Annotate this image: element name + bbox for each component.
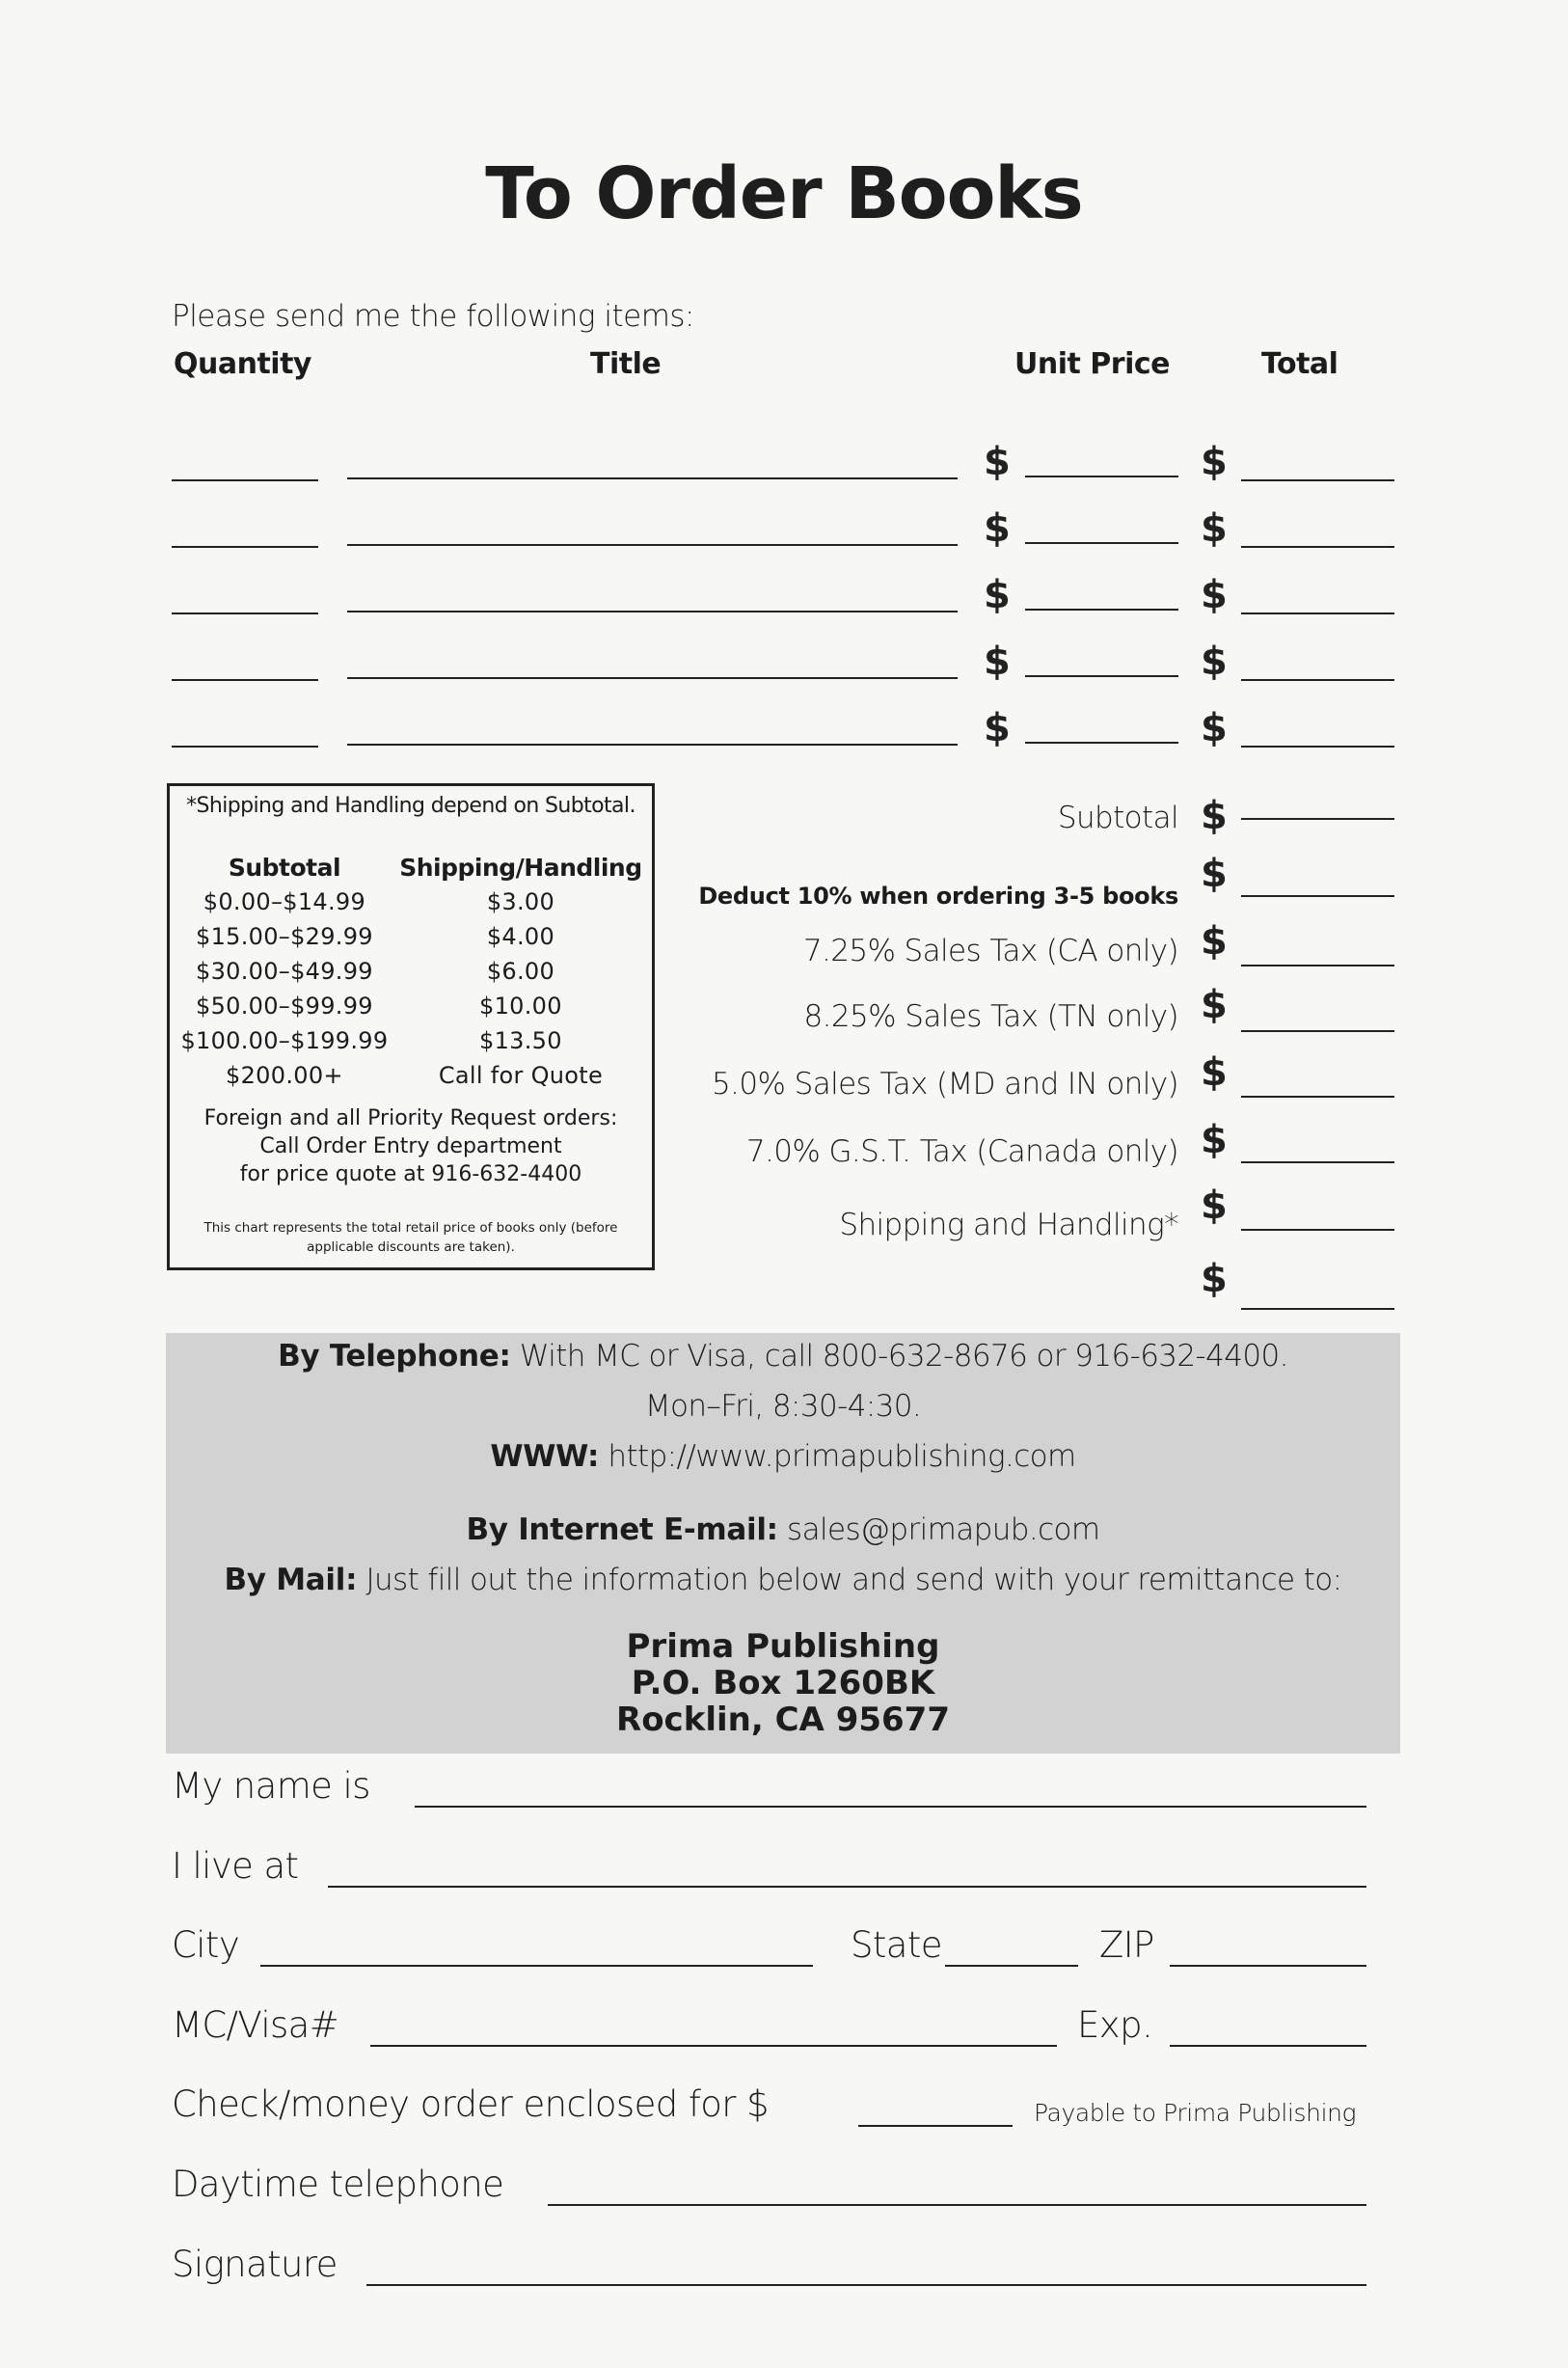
title-field[interactable] xyxy=(347,744,958,746)
card-number-field[interactable] xyxy=(370,2045,1057,2047)
shipping-cost: Call for Quote xyxy=(438,1062,604,1089)
dollar-sign-icon: $ xyxy=(984,573,1011,617)
shipping-cost: $3.00 xyxy=(486,888,555,915)
shipping-row xyxy=(176,1023,648,1058)
shipping-note: *Shipping and Handling depend on Subtotal. xyxy=(186,794,635,818)
shipping-subtotal-range: $50.00–$99.99 xyxy=(196,993,373,1020)
column-header-total: Total xyxy=(1261,347,1338,381)
summary-label: 8.25% Sales Tax (TN only) xyxy=(803,999,1178,1034)
signature-label: Signature xyxy=(172,2244,338,2285)
expiry-label: Exp. xyxy=(1077,2004,1153,2046)
payable-note: Payable to Prima Publishing xyxy=(1034,2099,1357,2127)
summary-amount-field[interactable] xyxy=(1241,1229,1394,1231)
unit-price-field[interactable] xyxy=(1025,609,1178,611)
shipping-cost: $4.00 xyxy=(486,923,555,950)
foreign-line: for price quote at 916-632-4400 xyxy=(239,1162,582,1186)
name-label: My name is xyxy=(172,1765,370,1807)
summary-amount-field[interactable] xyxy=(1241,1161,1394,1163)
address-block xyxy=(166,1628,1400,1738)
shipping-rates-box xyxy=(167,783,655,1270)
unit-price-field[interactable] xyxy=(1025,542,1178,544)
shipping-row xyxy=(176,989,648,1023)
shipping-subtotal-range: $0.00–$14.99 xyxy=(203,888,366,915)
city-field[interactable] xyxy=(260,1965,813,1967)
name-field[interactable] xyxy=(415,1806,1366,1808)
dollar-sign-icon: $ xyxy=(1201,506,1228,551)
summary-label: Subtotal xyxy=(1057,801,1178,835)
dollar-sign-icon: $ xyxy=(1201,794,1228,838)
state-label: State xyxy=(851,1924,942,1966)
hours-text: Mon–Fri, 8:30-4:30. xyxy=(644,1389,922,1424)
www-label: WWW: xyxy=(490,1439,600,1474)
shipping-subtotal-range: $30.00–$49.99 xyxy=(196,958,373,985)
foreign-line: Foreign and all Priority Request orders: xyxy=(203,1106,618,1130)
total-field[interactable] xyxy=(1241,546,1394,548)
email-link[interactable]: sales@primapub.com xyxy=(787,1512,1100,1547)
check-amount-label: Check/money order enclosed for $ xyxy=(172,2083,769,2125)
shipping-subtotal-range: $100.00–$199.99 xyxy=(180,1027,389,1054)
summary-label: Shipping and Handling* xyxy=(839,1208,1178,1242)
state-field[interactable] xyxy=(945,1965,1078,1967)
dollar-sign-icon: $ xyxy=(1201,1184,1228,1228)
shipping-subtotal-range: $15.00–$29.99 xyxy=(196,923,373,950)
foreign-orders-note xyxy=(170,1104,652,1188)
title-field[interactable] xyxy=(347,544,958,546)
unit-price-field[interactable] xyxy=(1025,476,1178,477)
summary-amount-field[interactable] xyxy=(1241,1030,1394,1032)
shipping-header-subtotal: Subtotal xyxy=(228,854,341,882)
total-field[interactable] xyxy=(1241,612,1394,614)
dollar-sign-icon: $ xyxy=(984,506,1011,551)
email-line xyxy=(166,1512,1400,1547)
foreign-line: Call Order Entry department xyxy=(259,1134,562,1158)
shipping-cost: $13.50 xyxy=(479,1027,562,1054)
phone-label: Daytime telephone xyxy=(172,2164,504,2205)
dollar-sign-icon: $ xyxy=(1201,1050,1228,1095)
summary-amount-field[interactable] xyxy=(1241,965,1394,966)
total-field[interactable] xyxy=(1241,679,1394,681)
address-line: Prima Publishing xyxy=(626,1627,940,1666)
shipping-subtotal-range: $200.00+ xyxy=(226,1062,343,1089)
column-header-quantity: Quantity xyxy=(174,347,311,381)
title-field[interactable] xyxy=(347,477,958,479)
dollar-sign-icon: $ xyxy=(984,640,1011,684)
address-field[interactable] xyxy=(328,1886,1366,1888)
dollar-sign-icon: $ xyxy=(1201,573,1228,617)
page-title: To Order Books xyxy=(485,152,1083,235)
telephone-label: By Telephone: xyxy=(278,1339,511,1374)
unit-price-field[interactable] xyxy=(1025,675,1178,677)
dollar-sign-icon: $ xyxy=(984,706,1011,750)
zip-label: ZIP xyxy=(1099,1924,1154,1966)
total-field[interactable] xyxy=(1241,479,1394,481)
shipping-row xyxy=(176,885,648,919)
mail-label: By Mail: xyxy=(224,1563,358,1597)
column-header-unit-price: Unit Price xyxy=(1014,347,1170,381)
unit-price-field[interactable] xyxy=(1025,742,1178,744)
dollar-sign-icon: $ xyxy=(1201,440,1228,484)
dollar-sign-icon: $ xyxy=(1201,983,1228,1027)
summary-label: Deduct 10% when ordering 3-5 books xyxy=(698,883,1178,910)
dollar-sign-icon: $ xyxy=(1201,1257,1228,1301)
zip-field[interactable] xyxy=(1170,1965,1366,1967)
summary-amount-field[interactable] xyxy=(1241,818,1394,820)
address-line: Rocklin, CA 95677 xyxy=(616,1701,950,1739)
summary-amount-field[interactable] xyxy=(1241,1308,1394,1310)
signature-field[interactable] xyxy=(366,2284,1366,2286)
phone-field[interactable] xyxy=(548,2204,1366,2206)
summary-amount-field[interactable] xyxy=(1241,895,1394,897)
dollar-sign-icon: $ xyxy=(1201,706,1228,750)
intro-text: Please send me the following items: xyxy=(172,299,694,334)
address-line: P.O. Box 1260BK xyxy=(631,1664,935,1702)
shipping-cost: $6.00 xyxy=(486,958,555,985)
title-field[interactable] xyxy=(347,677,958,679)
www-line xyxy=(166,1439,1400,1474)
shipping-disclaimer: This chart represents the total retail price of books only (before applicable discounts are taken). xyxy=(203,1220,618,1255)
check-amount-field[interactable] xyxy=(858,2125,1013,2127)
mail-text: Just fill out the information below and send with your remittance to: xyxy=(365,1563,1342,1597)
www-link[interactable]: http://www.primapublishing.com xyxy=(608,1439,1076,1474)
shipping-rates-table xyxy=(176,852,648,1093)
total-field[interactable] xyxy=(1241,746,1394,748)
summary-label: 5.0% Sales Tax (MD and IN only) xyxy=(712,1067,1178,1102)
telephone-text: With MC or Visa, call 800-632-8676 or 916-632-4400. xyxy=(519,1339,1288,1374)
quantity-field[interactable] xyxy=(172,746,318,748)
shipping-cost: $10.00 xyxy=(479,993,562,1020)
shipping-header-handling: Shipping/Handling xyxy=(399,854,642,882)
dollar-sign-icon: $ xyxy=(1201,1118,1228,1162)
quantity-field[interactable] xyxy=(172,612,318,614)
dollar-sign-icon: $ xyxy=(1201,640,1228,684)
quantity-field[interactable] xyxy=(172,679,318,681)
telephone-line xyxy=(166,1339,1400,1374)
address-label: I live at xyxy=(172,1845,299,1887)
email-label: By Internet E-mail: xyxy=(466,1512,778,1547)
summary-label: 7.25% Sales Tax (CA only) xyxy=(802,934,1178,968)
quantity-field[interactable] xyxy=(172,479,318,481)
quantity-field[interactable] xyxy=(172,546,318,548)
title-field[interactable] xyxy=(347,611,958,612)
expiry-field[interactable] xyxy=(1170,2045,1366,2047)
card-number-label: MC/Visa# xyxy=(172,2004,339,2046)
shipping-row xyxy=(176,954,648,989)
dollar-sign-icon: $ xyxy=(984,440,1011,484)
contact-panel xyxy=(166,1333,1400,1754)
summary-amount-field[interactable] xyxy=(1241,1096,1394,1098)
dollar-sign-icon: $ xyxy=(1201,919,1228,964)
dollar-sign-icon: $ xyxy=(1201,852,1228,896)
city-label: City xyxy=(172,1924,240,1966)
mail-line xyxy=(166,1563,1400,1597)
summary-label: 7.0% G.S.T. Tax (Canada only) xyxy=(745,1134,1178,1169)
shipping-row xyxy=(176,919,648,954)
column-header-title: Title xyxy=(590,347,662,381)
shipping-row xyxy=(176,1058,648,1093)
